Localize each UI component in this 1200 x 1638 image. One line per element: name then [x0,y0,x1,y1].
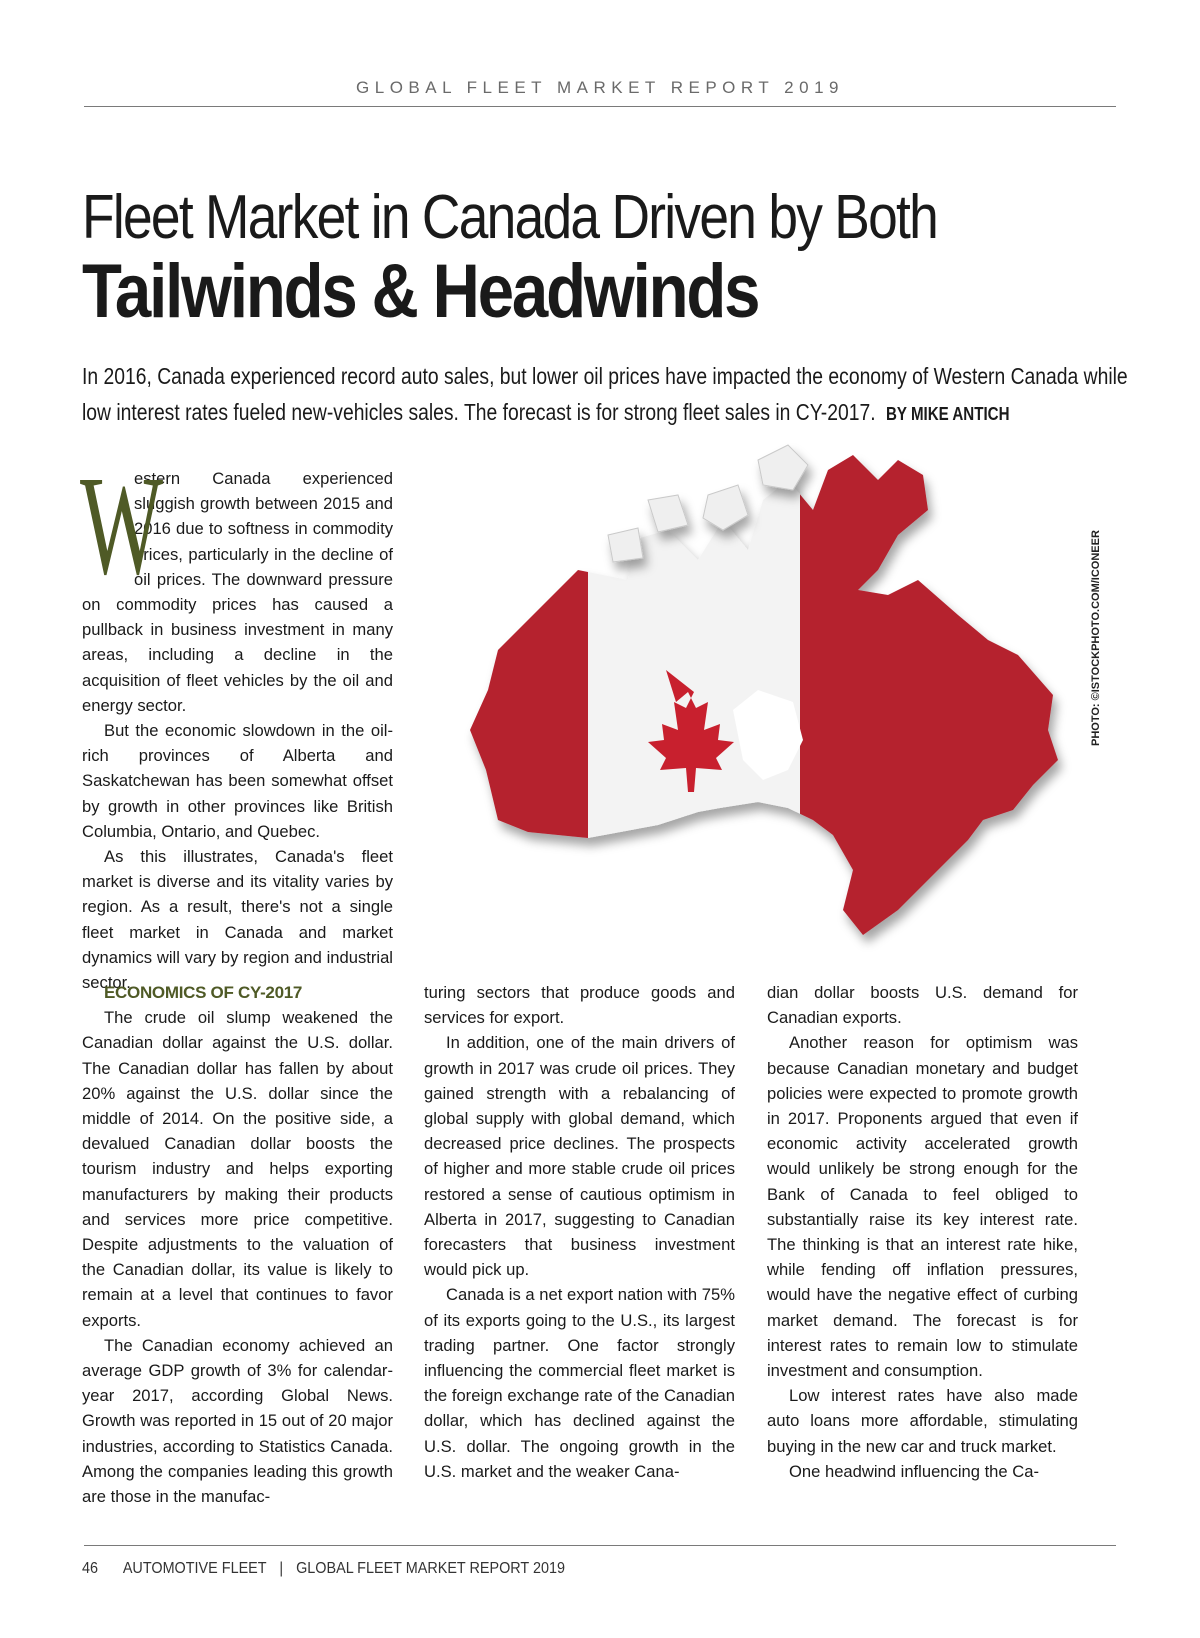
col1-paragraph-2: The Canadian economy achieved an average GDP growth of 3% for calendar-year 2017, according Global News. Growth was reported in 15 out of 20 major industries, according to Statistics Canada. Among the companies leading this growth are those in the manufac- [82,1335,393,1507]
col2-paragraph-3: Canada is a net export nation with 75% of its exports going to the U.S., its largest trading partner. One factor strongly influencing the commercial fleet market is the foreign exchange rate of the Canadian dollar, which has declined against the U.S. dollar. The ongoing growth in the U.S. market and the weaker Cana- [424,1285,735,1481]
section-subhead: ECONOMICS OF CY-2017 [104,983,303,1002]
intro-paragraph-2: But the economic slowdown in the oil-rich provinces of Alberta and Saskatchewan has been somewhat offset by growth in other provinces like British Columbia, Ontario, and Quebec. [82,721,393,841]
footer-divider [84,1545,1116,1546]
footer-separator: | [279,1560,284,1577]
article-title-line2: Tailwinds & Headwinds [82,249,759,334]
body-column-1 [82,980,393,1509]
intro-paragraph-3: As this illustrates, Canada's fleet market is diverse and its vitality varies by region. As a result, there's not a single fleet market in Canada and market dynamics will vary by region and industrial sector. [82,847,393,993]
article-deck [82,358,1157,432]
running-header [84,78,1116,107]
col2-paragraph-2: In addition, one of the main drivers of growth in 2017 was crude oil prices. They gained strength with a rebalancing of global supply with global demand, which decreased price declines. The prospects of higher and more stable crude oil prices restored a sense of cautious optimism in Alberta in 2017, suggesting to Canadian forecasters that business investment would pick up. [424,1033,735,1280]
photo-credit: PHOTO: ©ISTOCKPHOTO.COM/ICONEER [1090,530,1102,746]
article-title-line1: Fleet Market in Canada Driven by Both [82,183,938,252]
col1-paragraph-1: The crude oil slump weakened the Canadian dollar against the U.S. dollar. The Canadian dollar has fallen by about 20% against the U.S. dollar since the middle of 2014. On the positive side, a devalued Canadian dollar boosts the tourism industry and helps exporting manufacturers by making their products and services more price competitive. Despite adjustments to the valuation of the Canadian dollar, its value is likely to remain at a level that continues to favor exports. [82,1008,393,1330]
deck-text: In 2016, Canada experienced record auto sales, but lower oil prices have impacted the economy of Western Canada while low interest rates fueled new-vehicles sales. The forecast is for strong fleet sales in CY-2017. [82,363,1128,425]
col3-paragraph-4: One headwind influencing the Ca- [789,1461,1039,1481]
report-name: GLOBAL FLEET MARKET REPORT 2019 [296,1560,565,1577]
page-number: 46 [82,1560,99,1577]
drop-cap: W [80,446,164,604]
col3-paragraph-2: Another reason for optimism was because Canadian monetary and budget policies were expected to promote growth in 2017. Proponents argued that even if economic activity accelerated growth would unlikely be strong enough for the Bank of Canada to feel obliged to substantially raise its key interest rate. The thinking is that an interest rate hike, while fending off inflation pressures, would have the negative effect of curbing market demand. The forecast is for interest rates to remain low to stimulate investment and consumption. [767,1033,1078,1381]
col3-paragraph-3: Low interest rates have also made auto loans more affordable, stimulating buying in the new car and truck market. [767,1386,1078,1456]
canada-flag-map-illustration [458,440,1088,960]
col2-paragraph-1: turing sectors that produce goods and services for export. [424,983,735,1028]
body-column-2 [424,980,735,1484]
byline: BY MIKE ANTICH [886,404,1010,424]
publication-name: AUTOMOTIVE FLEET [122,1560,267,1577]
page-footer [82,1560,565,1578]
body-column-3 [767,980,1078,1484]
intro-paragraph-1: W estern Canada experienced sluggish growth between 2015 and 2016 due to softness in commodity prices, particularly in the decline of oil prices. The downward pressure on commodity prices has caused a pullback in business investment in many areas, including a decline in the acquisition of fleet vehicles by the oil and energy sector. [80,446,393,715]
map-shape [458,440,1088,960]
intro-column [80,446,393,995]
col3-paragraph-1: dian dollar boosts U.S. demand for Canadian exports. [767,983,1078,1028]
running-title: GLOBAL FLEET MARKET REPORT 2019 [356,78,844,97]
